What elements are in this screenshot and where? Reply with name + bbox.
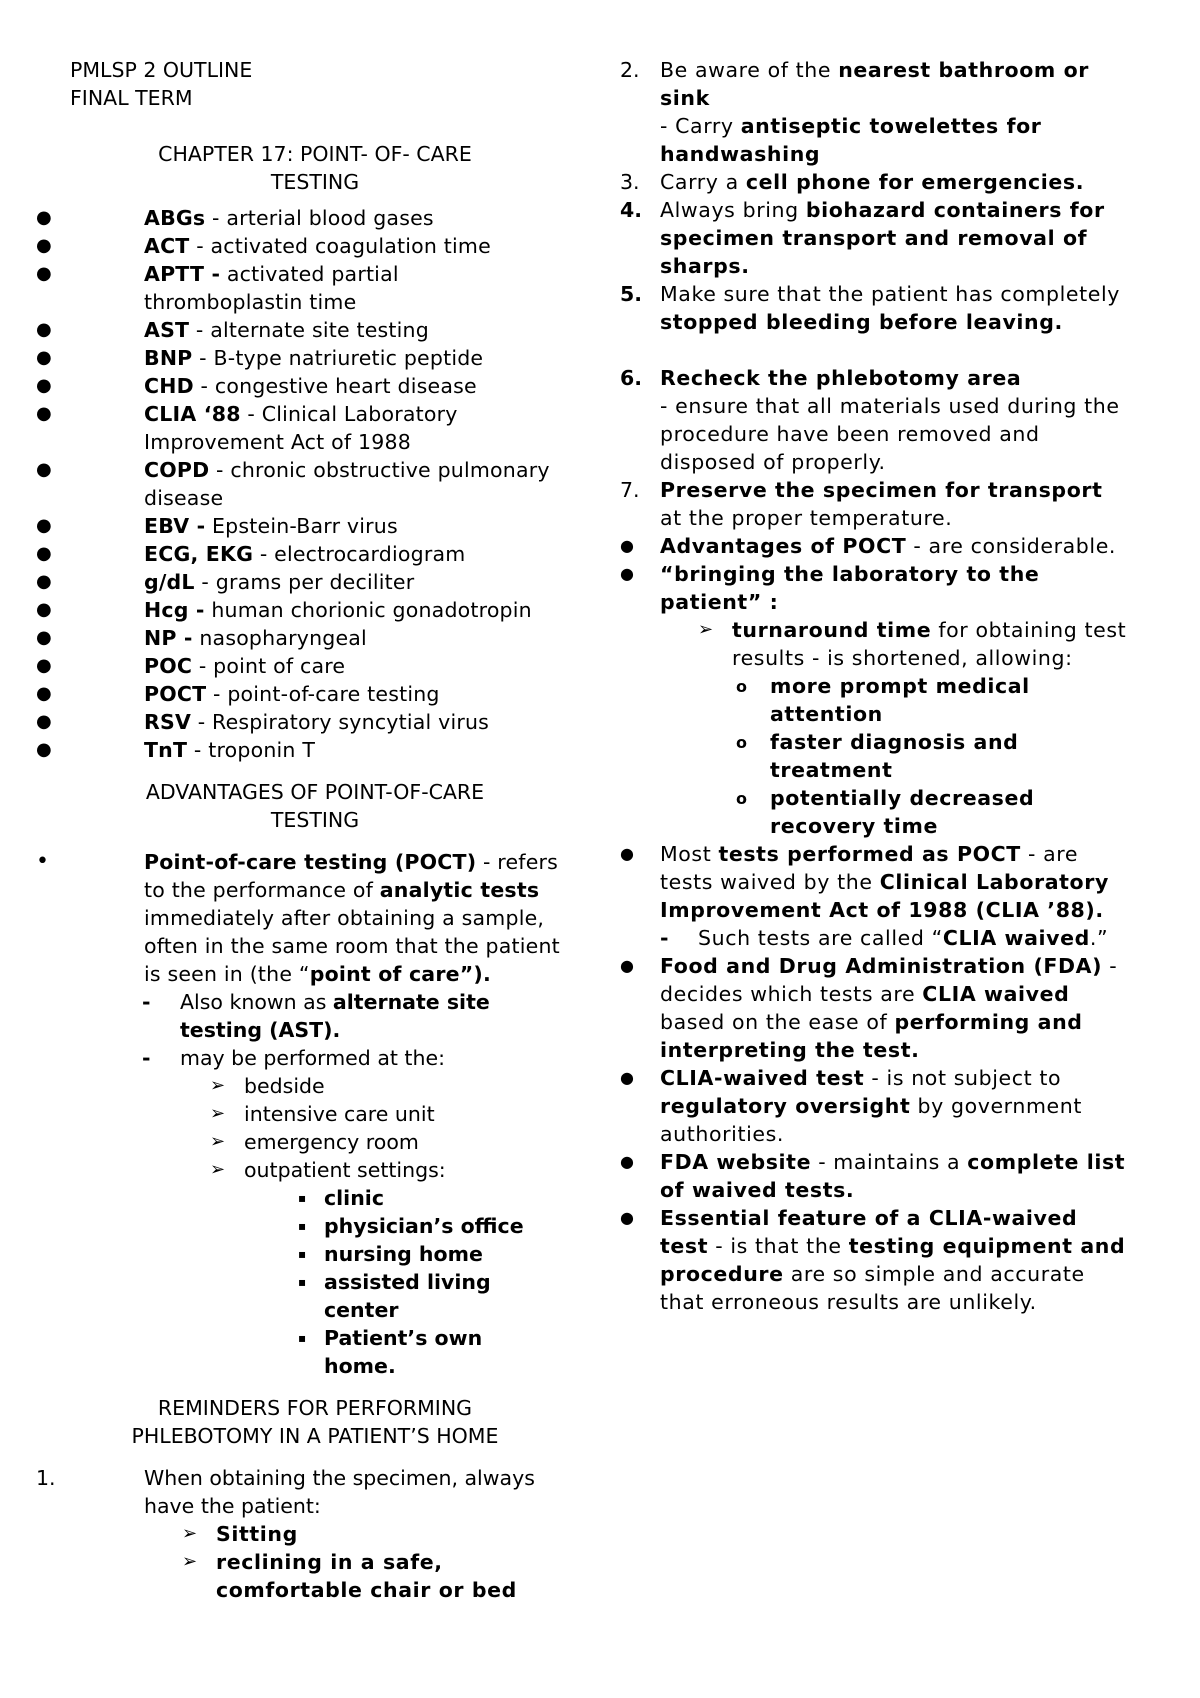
abbreviation-item	[0, 232, 560, 260]
reminder-emphasis: cell phone for emergencies.	[745, 170, 1085, 194]
abbreviation-term: POC	[144, 654, 193, 678]
abbreviation-sep: -	[191, 710, 213, 734]
fda-item	[584, 952, 1130, 1064]
abbreviation-meaning: Respiratory syncytial virus	[212, 710, 490, 734]
bullet-icon: ●	[620, 844, 634, 863]
reminder-text: Carry a	[660, 170, 746, 194]
bullet-icon: ●	[36, 263, 52, 284]
bullet-icon: ●	[36, 571, 52, 592]
fda-website-item	[584, 1148, 1130, 1204]
setting-label: outpatient settings:	[244, 1158, 446, 1182]
abbreviation-item	[0, 568, 560, 596]
abbreviation-sep: -	[187, 738, 209, 762]
reminder-emphasis: Recheck the phlebotomy area	[660, 366, 1022, 390]
abbreviation-sep: -	[253, 542, 275, 566]
abbreviation-term: ABGs	[144, 206, 206, 230]
bullet-icon: ●	[36, 655, 52, 676]
abbreviation-sep: -	[189, 318, 211, 342]
abbreviation-meaning: troponin T	[208, 738, 316, 762]
abbreviation-item	[0, 372, 560, 400]
arrow-icon: ➢	[210, 1159, 226, 1180]
abbreviation-item	[0, 316, 560, 344]
reminder-item-7	[584, 476, 1130, 532]
position-item	[182, 1548, 560, 1604]
abbreviation-sep	[220, 262, 227, 286]
setting-label: bedside	[244, 1074, 325, 1098]
fda-website-text: - maintains a	[811, 1150, 968, 1174]
setting-item	[210, 1072, 560, 1100]
chapter-heading-line1: CHAPTER 17: POINT- OF- CARE	[158, 142, 472, 166]
position-item	[182, 1520, 560, 1548]
abbreviation-term: ECG, EKG	[144, 542, 254, 566]
poct-definition	[0, 848, 560, 988]
bullet-icon: ●	[36, 543, 52, 564]
advantages-emphasis: Advantages of POCT	[660, 534, 907, 558]
abbreviation-sep: -	[209, 458, 231, 482]
advantages-poct-item	[584, 532, 1130, 560]
bullet-icon: ●	[36, 459, 52, 480]
abbreviation-item	[0, 204, 560, 232]
aka-emphasis: alternate site testing (AST).	[180, 990, 490, 1042]
most-tests-text: - are tests waived by the	[660, 842, 1079, 894]
bullet-icon: ●	[620, 536, 634, 555]
square-bullet-icon: ▪	[298, 1247, 307, 1261]
abbreviation-term: RSV	[144, 710, 192, 734]
bullet-icon: ●	[36, 711, 52, 732]
settings-list	[210, 1072, 560, 1184]
abbreviation-term: COPD	[144, 458, 210, 482]
outpatient-label: assisted living center	[324, 1270, 491, 1322]
abbreviation-meaning: electrocardiogram	[274, 542, 466, 566]
such-tests-emphasis: CLIA waived	[942, 926, 1090, 950]
reminder-number: 5.	[620, 282, 643, 306]
reminder-item-5	[584, 280, 1130, 336]
fda-text: based on the ease of	[660, 1010, 895, 1034]
reminder-text: Always bring	[660, 198, 806, 222]
abbreviation-meaning: nasopharyngeal	[199, 626, 367, 650]
abbreviation-term: CLIA ‘88	[144, 402, 241, 426]
abbreviation-sep: -	[192, 654, 214, 678]
outpatient-label: nursing home	[324, 1242, 483, 1266]
advantages-text: - are considerable.	[906, 534, 1117, 558]
benefit-label: more prompt medical attention	[770, 674, 1030, 726]
circle-bullet-icon: o	[736, 733, 748, 752]
reminder-text: When obtaining the specimen, always have the patient:	[144, 1466, 535, 1518]
abbreviation-term: Hcg -	[144, 598, 205, 622]
square-bullet-icon: ▪	[298, 1191, 307, 1205]
abbreviation-meaning: grams per deciliter	[215, 570, 415, 594]
abbreviation-sep: -	[194, 570, 216, 594]
performed-at-text: may be performed at the:	[180, 1046, 445, 1070]
setting-item	[210, 1156, 560, 1184]
fda-website-emphasis: complete list of waived tests.	[660, 1150, 1126, 1202]
abbreviation-meaning: B-type natriuretic peptide	[213, 346, 484, 370]
abbreviation-item	[0, 680, 560, 708]
abbreviation-item	[0, 456, 560, 512]
such-tests-text: .”	[1089, 926, 1109, 950]
outpatient-item	[290, 1212, 560, 1240]
round-bullet-icon: •	[36, 849, 49, 874]
abbreviation-meaning: alternate site testing	[210, 318, 429, 342]
abbreviation-term: EBV -	[144, 514, 206, 538]
fda-emphasis: CLIA waived	[922, 982, 1070, 1006]
abbreviation-term: BNP	[144, 346, 193, 370]
abbreviation-term: APTT -	[144, 262, 221, 286]
most-tests-item	[584, 840, 1130, 924]
abbreviation-term: AST	[144, 318, 190, 342]
outpatient-label: clinic	[324, 1186, 384, 1210]
abbreviation-meaning: congestive heart disease	[214, 374, 477, 398]
bullet-icon: ●	[620, 1208, 634, 1227]
abbreviation-item	[0, 596, 560, 624]
abbreviation-meaning: activated partial thromboplastin time	[144, 262, 399, 314]
fda-text: - decides which tests are	[660, 954, 1118, 1006]
poct-emphasis: analytic tests	[379, 878, 540, 902]
left-column	[36, 56, 560, 1604]
reminder-item-6	[584, 364, 1130, 476]
essential-emphasis: testing equipment and procedure	[660, 1234, 1126, 1286]
reminder-item-4	[584, 196, 1130, 280]
header-term: FINAL TERM	[70, 86, 193, 110]
reminder-number: 1.	[36, 1466, 56, 1490]
bullet-icon: ●	[36, 739, 52, 760]
reminder-item-1	[0, 1464, 560, 1520]
abbreviation-item	[0, 652, 560, 680]
benefit-item	[732, 672, 1130, 728]
abbreviation-sep: -	[192, 346, 214, 370]
dash-icon: -	[660, 926, 669, 950]
outpatient-label: physician’s office	[324, 1214, 524, 1238]
abbreviation-sep: -	[189, 234, 211, 258]
abbreviation-sep: -	[206, 682, 228, 706]
advantages-heading-line1: ADVANTAGES OF POINT-OF-CARE	[145, 780, 485, 804]
abbreviation-item	[0, 736, 560, 764]
essential-emphasis: Essential feature of a CLIA-waived test	[660, 1206, 1078, 1258]
such-tests-text: Such tests are called “	[698, 926, 943, 950]
bullet-icon: ●	[36, 347, 52, 368]
reminder-number: 7.	[620, 478, 640, 502]
clia-test-text: by government authorities.	[660, 1094, 1082, 1146]
such-tests-item	[660, 924, 1130, 952]
bullet-icon: ●	[36, 683, 52, 704]
reminder-number: 2.	[620, 58, 640, 82]
bullet-icon: ●	[620, 956, 634, 975]
reminder-number: 4.	[620, 198, 643, 222]
abbreviation-sep: -	[193, 374, 215, 398]
bringing-item	[584, 560, 1130, 616]
abbreviation-meaning: point of care	[213, 654, 346, 678]
bullet-icon: ●	[620, 564, 634, 583]
reminder-number: 3.	[620, 170, 640, 194]
reminder-emphasis: antiseptic towelettes for handwashing	[660, 114, 1042, 166]
clia-test-emphasis: CLIA-waived test	[660, 1066, 865, 1090]
performed-at-item	[142, 1044, 560, 1072]
poct-text: immediately after obtaining a sample, often in the same room that the patient is seen in (the “	[144, 906, 560, 986]
bullet-icon: ●	[36, 375, 52, 396]
reminder-number: 6.	[620, 366, 643, 390]
header-title: PMLSP 2 OUTLINE	[70, 58, 253, 82]
bullet-icon: ●	[36, 403, 52, 424]
benefit-item	[732, 728, 1130, 784]
clia-test-emphasis: regulatory oversight	[660, 1094, 911, 1118]
outpatient-item	[290, 1324, 560, 1380]
reminder-emphasis: nearest bathroom or sink	[660, 58, 1089, 110]
reminders-heading	[70, 1394, 560, 1450]
fda-emphasis: Food and Drug Administration (FDA)	[660, 954, 1103, 978]
most-tests-text: Most	[660, 842, 719, 866]
bullet-icon: ●	[36, 599, 52, 620]
chapter-heading	[70, 140, 560, 196]
abbreviation-term: TnT	[144, 738, 188, 762]
essential-text: - is that the	[708, 1234, 849, 1258]
outpatient-label: Patient’s own home.	[324, 1326, 483, 1378]
reminder-text: Be aware of the	[660, 58, 839, 82]
reminder-text: - Carry	[660, 114, 741, 138]
aka-text: Also known as	[180, 990, 333, 1014]
abbreviation-term: g/dL	[144, 570, 195, 594]
reminder-text: at the proper temperature.	[660, 506, 953, 530]
aka-item	[142, 988, 560, 1044]
abbreviation-item	[0, 260, 560, 316]
fda-emphasis: performing and interpreting the test.	[660, 1010, 1083, 1062]
setting-item	[210, 1128, 560, 1156]
poct-text: - refers to the performance of	[144, 850, 559, 902]
reminder-text: Make sure that the patient has completely	[660, 282, 1121, 306]
abbreviation-meaning: point-of-care testing	[227, 682, 440, 706]
arrow-icon: ➢	[210, 1131, 226, 1152]
abbreviation-item	[0, 624, 560, 652]
advantages-heading	[70, 778, 560, 834]
poct-emphasis: point of care”).	[309, 962, 491, 986]
poct-term: Point-of-care testing (POCT)	[144, 850, 477, 874]
bullet-icon: ●	[36, 319, 52, 340]
arrow-icon: ➢	[698, 619, 714, 640]
square-bullet-icon: ▪	[298, 1331, 307, 1345]
abbreviation-sep: -	[205, 206, 227, 230]
bullet-icon: ●	[36, 515, 52, 536]
dash-icon: -	[142, 990, 151, 1014]
benefit-label: faster diagnosis and treatment	[770, 730, 1019, 782]
turnaround-emphasis: turnaround time	[732, 618, 932, 642]
benefit-label: potentially decreased recovery time	[770, 786, 1035, 838]
dash-icon: -	[142, 1046, 151, 1070]
abbreviation-term: ACT	[144, 234, 190, 258]
bullet-icon: ●	[620, 1152, 634, 1171]
essential-text: are so simple and accurate that erroneous results are unlikely.	[660, 1262, 1085, 1314]
position-list	[182, 1520, 560, 1604]
abbreviation-item	[0, 400, 560, 456]
abbreviation-item	[0, 708, 560, 736]
reminder-emphasis: Preserve the specimen for transport	[660, 478, 1103, 502]
arrow-icon: ➢	[182, 1523, 198, 1544]
outpatient-item	[290, 1184, 560, 1212]
abbreviation-meaning: human chorionic gonadotropin	[211, 598, 532, 622]
abbreviation-item	[0, 540, 560, 568]
bullet-icon: ●	[36, 207, 52, 228]
bullet-icon: ●	[36, 627, 52, 648]
setting-item	[210, 1100, 560, 1128]
clia-test-item	[584, 1064, 1130, 1148]
bullet-icon: ●	[620, 1068, 634, 1087]
square-bullet-icon: ▪	[298, 1275, 307, 1289]
turnaround-item	[698, 616, 1130, 672]
square-bullet-icon: ▪	[298, 1219, 307, 1233]
most-tests-emphasis: Clinical Laboratory Improvement Act of 1988 (CLIA ’88).	[660, 870, 1109, 922]
abbreviation-sep: -	[240, 402, 262, 426]
abbreviation-meaning: arterial blood gases	[226, 206, 434, 230]
reminder-emphasis: biohazard containers for specimen transport and removal of sharps.	[660, 198, 1105, 278]
abbreviation-meaning: Clinical Laboratory Improvement Act of 1988	[144, 402, 458, 454]
abbreviation-term: CHD	[144, 374, 194, 398]
outpatient-list	[290, 1184, 560, 1380]
clia-test-text: - is not subject to	[864, 1066, 1062, 1090]
reminders-heading-line1: REMINDERS FOR PERFORMING	[157, 1396, 473, 1420]
abbreviation-item	[0, 344, 560, 372]
chapter-heading-line2: TESTING	[270, 170, 360, 194]
abbreviation-term: NP -	[144, 626, 193, 650]
arrow-icon: ➢	[210, 1103, 226, 1124]
most-tests-emphasis: tests performed as POCT	[718, 842, 1021, 866]
abbreviation-meaning: Epstein-Barr virus	[212, 514, 398, 538]
reminder-item-3	[584, 168, 1130, 196]
reminders-heading-line2: PHLEBOTOMY IN A PATIENT’S HOME	[131, 1424, 499, 1448]
document-header	[70, 56, 560, 112]
fda-website-emphasis: FDA website	[660, 1150, 812, 1174]
abbreviation-item	[0, 512, 560, 540]
abbreviation-term: POCT	[144, 682, 207, 706]
turnaround-text: for obtaining test results - is shortened, allowing:	[732, 618, 1127, 670]
right-column	[620, 56, 1130, 1316]
outpatient-item	[290, 1268, 560, 1324]
abbreviation-meaning: chronic obstructive pulmonary disease	[144, 458, 550, 510]
position-label: reclining in a safe, comfortable chair or bed	[216, 1550, 517, 1602]
benefits-list	[732, 672, 1130, 840]
essential-feature-item	[584, 1204, 1130, 1316]
setting-label: intensive care unit	[244, 1102, 435, 1126]
bringing-emphasis: “bringing the laboratory to the patient” :	[660, 562, 1040, 614]
abbreviation-meaning: activated coagulation time	[210, 234, 491, 258]
reminder-item-2	[584, 56, 1130, 168]
abbreviation-list	[0, 204, 560, 764]
bullet-icon: ●	[36, 235, 52, 256]
advantages-heading-line2: TESTING	[270, 808, 360, 832]
benefit-item	[732, 784, 1130, 840]
reminder-text: - ensure that all materials used during the procedure have been removed and disposed of properly.	[660, 394, 1120, 474]
reminder-emphasis: stopped bleeding before leaving.	[660, 310, 1063, 334]
outpatient-item	[290, 1240, 560, 1268]
position-label: Sitting	[216, 1522, 298, 1546]
arrow-icon: ➢	[182, 1551, 198, 1572]
setting-label: emergency room	[244, 1130, 419, 1154]
circle-bullet-icon: o	[736, 677, 748, 696]
circle-bullet-icon: o	[736, 789, 748, 808]
arrow-icon: ➢	[210, 1075, 226, 1096]
